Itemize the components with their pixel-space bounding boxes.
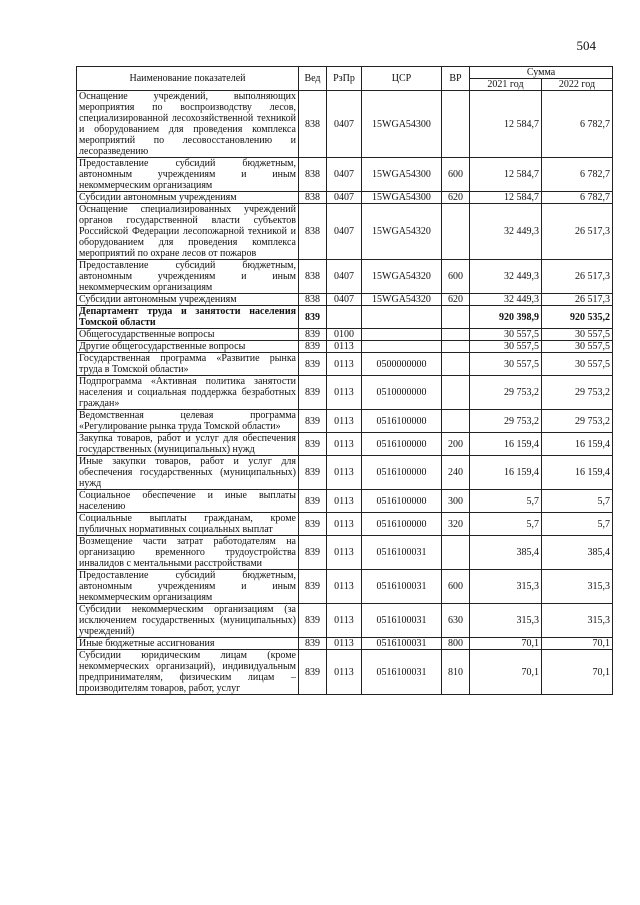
- row-sum-2022: 30 557,5: [542, 341, 613, 353]
- row-sum-2022: 30 557,5: [542, 329, 613, 341]
- table-row: [77, 294, 613, 306]
- row-sum-2022: 16 159,4: [542, 456, 613, 490]
- row-csr: 0516100000: [362, 433, 442, 456]
- row-ved: 838: [299, 192, 327, 204]
- row-name: Социальное обеспечение и иные выплаты населению: [77, 490, 299, 513]
- row-sum-2021: 315,3: [470, 570, 542, 604]
- row-name: Оснащение специализированных учреждений органов государственной власти субъектов Российской Федерации лесопожарной техникой и оборудованием для проведения комплекса мероприятий по охране лесов от пожаров: [77, 204, 299, 260]
- row-ved: 838: [299, 158, 327, 192]
- row-sum-2021: 12 584,7: [470, 192, 542, 204]
- row-sum-2022: 70,1: [542, 638, 613, 650]
- header-name: Наименование показателей: [77, 67, 299, 91]
- row-sum-2021: 5,7: [470, 490, 542, 513]
- row-vr: [442, 329, 470, 341]
- row-ved: 838: [299, 260, 327, 294]
- row-rzpr: 0113: [327, 650, 362, 695]
- row-name: Государственная программа «Развитие рынка труда в Томской области»: [77, 353, 299, 376]
- row-sum-2022: 30 557,5: [542, 353, 613, 376]
- row-name: Иные бюджетные ассигнования: [77, 638, 299, 650]
- budget-table: [76, 66, 613, 695]
- row-name: Предоставление субсидий бюджетным, автономным учреждениям и иным некоммерческим организациям: [77, 158, 299, 192]
- row-csr: 15WGA54320: [362, 294, 442, 306]
- row-ved: 839: [299, 433, 327, 456]
- row-rzpr: 0113: [327, 570, 362, 604]
- row-vr: 320: [442, 513, 470, 536]
- header-2022: 2022 год: [542, 79, 613, 91]
- row-sum-2021: 385,4: [470, 536, 542, 570]
- row-csr: 0516100031: [362, 604, 442, 638]
- row-vr: 810: [442, 650, 470, 695]
- header-ved: Вед: [299, 67, 327, 91]
- row-sum-2021: 70,1: [470, 638, 542, 650]
- row-ved: 839: [299, 570, 327, 604]
- row-name: Оснащение учреждений, выполняющих мероприятия по воспроизводству лесов, специализированной лесохозяйственной техникой и оборудованием для проведения комплекса мероприятий по лесовосстановлению и лесоразведению: [77, 91, 299, 158]
- row-sum-2022: 385,4: [542, 536, 613, 570]
- row-ved: 838: [299, 294, 327, 306]
- table-row: [77, 456, 613, 490]
- row-name: Подпрограмма «Активная политика занятости населения и социальная поддержка безработных граждан»: [77, 376, 299, 410]
- table-row: [77, 513, 613, 536]
- row-csr: 0516100031: [362, 536, 442, 570]
- row-sum-2022: 6 782,7: [542, 91, 613, 158]
- row-rzpr: 0113: [327, 376, 362, 410]
- header-2021: 2021 год: [470, 79, 542, 91]
- row-rzpr: 0113: [327, 490, 362, 513]
- row-csr: 15WGA54320: [362, 204, 442, 260]
- row-rzpr: 0113: [327, 638, 362, 650]
- row-name: Субсидии автономным учреждениям: [77, 294, 299, 306]
- row-vr: 600: [442, 260, 470, 294]
- row-vr: [442, 306, 470, 329]
- row-sum-2021: 29 753,2: [470, 376, 542, 410]
- row-ved: 839: [299, 536, 327, 570]
- table-row: [77, 376, 613, 410]
- row-rzpr: 0113: [327, 536, 362, 570]
- row-rzpr: 0113: [327, 410, 362, 433]
- table-row: [77, 536, 613, 570]
- row-sum-2022: 26 517,3: [542, 294, 613, 306]
- row-rzpr: 0407: [327, 204, 362, 260]
- row-sum-2021: 5,7: [470, 513, 542, 536]
- header-sum: Сумма: [470, 67, 613, 79]
- row-vr: 600: [442, 570, 470, 604]
- table-row: [77, 158, 613, 192]
- row-vr: [442, 353, 470, 376]
- row-name: Субсидии автономным учреждениям: [77, 192, 299, 204]
- row-ved: 839: [299, 410, 327, 433]
- row-sum-2021: 315,3: [470, 604, 542, 638]
- row-name: Возмещение части затрат работодателям на организацию временного трудоустройства инвалидов с ментальными расстройствами: [77, 536, 299, 570]
- row-sum-2021: 16 159,4: [470, 456, 542, 490]
- row-sum-2021: 12 584,7: [470, 91, 542, 158]
- table-row: [77, 410, 613, 433]
- row-sum-2022: 5,7: [542, 490, 613, 513]
- row-ved: 839: [299, 329, 327, 341]
- table-row: [77, 329, 613, 341]
- row-ved: 838: [299, 204, 327, 260]
- row-vr: [442, 204, 470, 260]
- table-row: [77, 638, 613, 650]
- row-csr: 0516100000: [362, 456, 442, 490]
- row-csr: 15WGA54320: [362, 260, 442, 294]
- row-sum-2021: 12 584,7: [470, 158, 542, 192]
- row-name: Субсидии некоммерческим организациям (за исключением государственных (муниципальных) учреждений): [77, 604, 299, 638]
- row-csr: 0500000000: [362, 353, 442, 376]
- table-row: [77, 433, 613, 456]
- row-sum-2021: 30 557,5: [470, 353, 542, 376]
- row-sum-2022: 29 753,2: [542, 410, 613, 433]
- row-vr: 300: [442, 490, 470, 513]
- table-row: [77, 570, 613, 604]
- row-name: Иные закупки товаров, работ и услуг для обеспечения государственных (муниципальных) нужд: [77, 456, 299, 490]
- row-rzpr: 0113: [327, 604, 362, 638]
- row-name: Департамент труда и занятости населения Томской области: [77, 306, 299, 329]
- row-rzpr: 0113: [327, 513, 362, 536]
- header-vr: ВР: [442, 67, 470, 91]
- row-csr: [362, 306, 442, 329]
- row-rzpr: 0407: [327, 294, 362, 306]
- row-csr: 0516100000: [362, 410, 442, 433]
- table-row: [77, 353, 613, 376]
- row-rzpr: 0113: [327, 353, 362, 376]
- row-vr: 200: [442, 433, 470, 456]
- row-sum-2022: 6 782,7: [542, 158, 613, 192]
- row-sum-2021: 32 449,3: [470, 294, 542, 306]
- row-name: Предоставление субсидий бюджетным, автономным учреждениям и иным некоммерческим организациям: [77, 570, 299, 604]
- row-rzpr: 0407: [327, 192, 362, 204]
- table-body: [77, 91, 613, 695]
- row-ved: 839: [299, 513, 327, 536]
- row-ved: 838: [299, 91, 327, 158]
- row-ved: 839: [299, 604, 327, 638]
- row-name: Закупка товаров, работ и услуг для обеспечения государственных (муниципальных) нужд: [77, 433, 299, 456]
- row-sum-2021: 30 557,5: [470, 341, 542, 353]
- row-ved: 839: [299, 353, 327, 376]
- row-csr: [362, 329, 442, 341]
- row-csr: 0516100000: [362, 513, 442, 536]
- row-csr: 15WGA54300: [362, 192, 442, 204]
- row-rzpr: 0407: [327, 91, 362, 158]
- row-vr: 240: [442, 456, 470, 490]
- row-vr: [442, 410, 470, 433]
- row-sum-2022: 26 517,3: [542, 204, 613, 260]
- row-sum-2021: 32 449,3: [470, 204, 542, 260]
- row-ved: 839: [299, 456, 327, 490]
- row-sum-2021: 32 449,3: [470, 260, 542, 294]
- row-sum-2021: 29 753,2: [470, 410, 542, 433]
- row-csr: 15WGA54300: [362, 158, 442, 192]
- row-vr: 620: [442, 192, 470, 204]
- table-row: [77, 260, 613, 294]
- row-rzpr: 0113: [327, 433, 362, 456]
- row-vr: 620: [442, 294, 470, 306]
- row-rzpr: 0100: [327, 329, 362, 341]
- row-name: Предоставление субсидий бюджетным, автономным учреждениям и иным некоммерческим организациям: [77, 260, 299, 294]
- row-vr: [442, 91, 470, 158]
- row-sum-2022: 16 159,4: [542, 433, 613, 456]
- row-sum-2022: 6 782,7: [542, 192, 613, 204]
- row-rzpr: [327, 306, 362, 329]
- row-csr: 0510000000: [362, 376, 442, 410]
- row-ved: 839: [299, 376, 327, 410]
- row-ved: 839: [299, 341, 327, 353]
- header-csr: ЦСР: [362, 67, 442, 91]
- row-rzpr: 0407: [327, 158, 362, 192]
- table-row: [77, 306, 613, 329]
- table-row: [77, 650, 613, 695]
- row-vr: 600: [442, 158, 470, 192]
- table-row: [77, 341, 613, 353]
- table-row: [77, 204, 613, 260]
- row-name: Другие общегосударственные вопросы: [77, 341, 299, 353]
- row-sum-2022: 29 753,2: [542, 376, 613, 410]
- row-vr: [442, 376, 470, 410]
- row-vr: 800: [442, 638, 470, 650]
- row-vr: [442, 536, 470, 570]
- row-csr: 15WGA54300: [362, 91, 442, 158]
- row-sum-2022: 26 517,3: [542, 260, 613, 294]
- row-rzpr: 0113: [327, 341, 362, 353]
- row-sum-2022: 5,7: [542, 513, 613, 536]
- table-row: [77, 604, 613, 638]
- row-sum-2022: 315,3: [542, 604, 613, 638]
- row-csr: 0516100000: [362, 490, 442, 513]
- row-sum-2022: 70,1: [542, 650, 613, 695]
- row-sum-2022: 315,3: [542, 570, 613, 604]
- row-ved: 839: [299, 650, 327, 695]
- row-sum-2021: 70,1: [470, 650, 542, 695]
- row-sum-2021: 920 398,9: [470, 306, 542, 329]
- row-name: Субсидии юридическим лицам (кроме некоммерческих организаций), индивидуальным предпринимателям, физическим лицам – производителям товаров, работ, услуг: [77, 650, 299, 695]
- page-number: 504: [576, 38, 596, 53]
- row-csr: 0516100031: [362, 650, 442, 695]
- table-row: [77, 490, 613, 513]
- row-csr: 0516100031: [362, 638, 442, 650]
- row-sum-2021: 30 557,5: [470, 329, 542, 341]
- row-name: Ведомственная целевая программа «Регулирование рынка труда Томской области»: [77, 410, 299, 433]
- row-sum-2022: 920 535,2: [542, 306, 613, 329]
- row-csr: [362, 341, 442, 353]
- row-name: Социальные выплаты гражданам, кроме публичных нормативных социальных выплат: [77, 513, 299, 536]
- row-name: Общегосударственные вопросы: [77, 329, 299, 341]
- header-rzpr: РзПр: [327, 67, 362, 91]
- row-sum-2021: 16 159,4: [470, 433, 542, 456]
- row-rzpr: 0407: [327, 260, 362, 294]
- table-row: [77, 192, 613, 204]
- table-row: [77, 91, 613, 158]
- row-csr: 0516100031: [362, 570, 442, 604]
- row-ved: 839: [299, 306, 327, 329]
- row-vr: 630: [442, 604, 470, 638]
- row-rzpr: 0113: [327, 456, 362, 490]
- row-ved: 839: [299, 490, 327, 513]
- row-vr: [442, 341, 470, 353]
- row-ved: 839: [299, 638, 327, 650]
